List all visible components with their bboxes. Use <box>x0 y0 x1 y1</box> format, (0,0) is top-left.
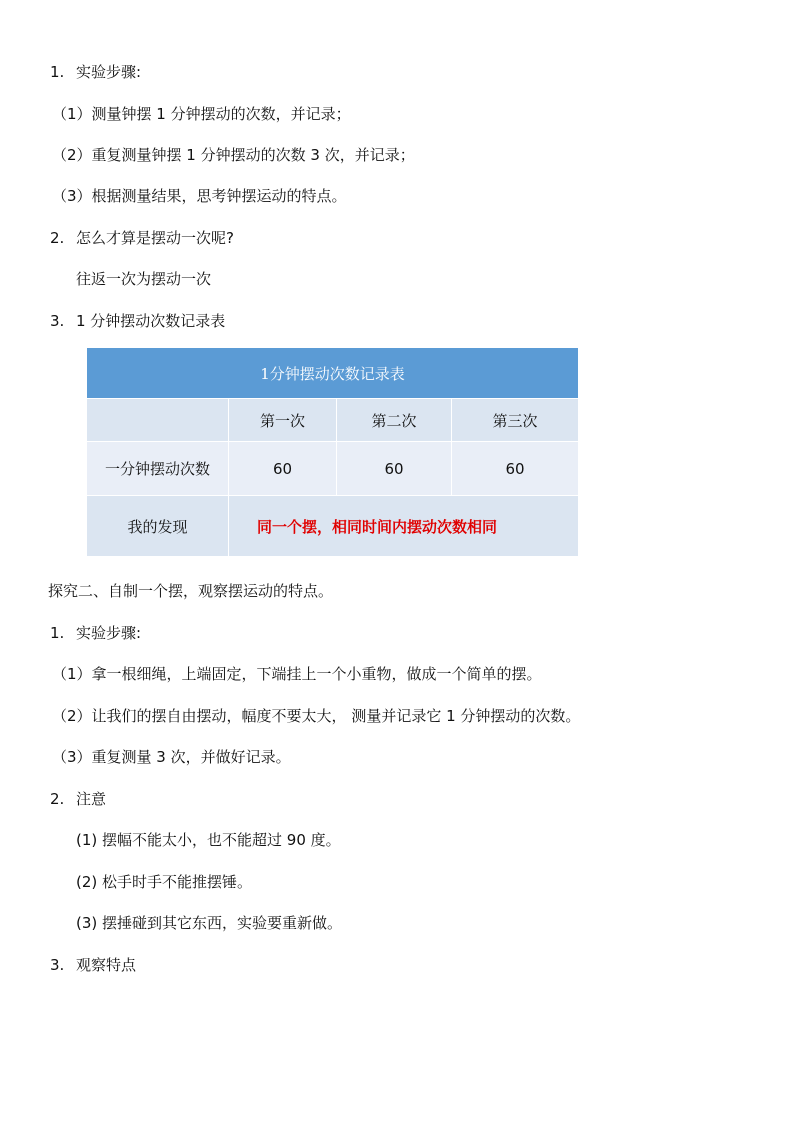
heading-number: 1. <box>50 624 65 642</box>
answer-text: 往返一次为摆动一次 <box>76 270 212 288</box>
step-3b: （3）重复测量 3 次，并做好记录。 <box>52 748 291 766</box>
finding-label: 我的发现 <box>87 496 229 557</box>
finding-text: 同一个摆，相同时间内摆动次数相同 <box>229 496 579 557</box>
note-1: (1) 摆幅不能太小，也不能超过 90 度。 <box>76 831 341 849</box>
table-cell: 60 <box>337 442 452 496</box>
step-1b: （1）拿一根细绳，上端固定，下端挂上一个小重物，做成一个简单的摆。 <box>52 665 542 683</box>
heading-2b <box>50 789 106 809</box>
table-row <box>87 442 579 496</box>
column-header: 第二次 <box>337 399 452 442</box>
table-header-row <box>87 399 579 442</box>
heading-number: 2. <box>50 229 65 247</box>
heading-text: 实验步骤: <box>76 63 142 81</box>
table-corner-cell <box>87 399 229 442</box>
section-title: 探究二、自制一个摆，观察摆运动的特点。 <box>48 582 334 600</box>
heading-text: 怎么才算是摆动一次呢? <box>76 229 234 247</box>
step-1: （1）测量钟摆 1 分钟摆动的次数，并记录； <box>52 105 351 123</box>
heading-text: 观察特点 <box>76 956 137 974</box>
step-2: （2）重复测量钟摆 1 分钟摆动的次数 3 次，并记录； <box>52 146 415 164</box>
heading-3 <box>50 311 225 331</box>
column-header: 第一次 <box>229 399 337 442</box>
note-2: (2) 松手时手不能推摆锤。 <box>76 873 253 891</box>
heading-3b <box>50 955 136 975</box>
heading-2 <box>50 228 234 248</box>
heading-1b <box>50 623 141 643</box>
column-header: 第三次 <box>452 399 579 442</box>
heading-1 <box>50 62 141 82</box>
heading-text: 1 分钟摆动次数记录表 <box>76 312 226 330</box>
heading-number: 3. <box>50 312 65 330</box>
table-cell: 60 <box>452 442 579 496</box>
table-cell: 60 <box>229 442 337 496</box>
row-label: 一分钟摆动次数 <box>87 442 229 496</box>
record-table <box>86 347 579 557</box>
heading-number: 2. <box>50 790 65 808</box>
heading-number: 3. <box>50 956 65 974</box>
step-2b: （2）让我们的摆自由摆动，幅度不要太大， 测量并记录它 1 分钟摆动的次数。 <box>52 707 581 725</box>
heading-text: 注意 <box>76 790 107 808</box>
table-title: 1分钟摆动次数记录表 <box>87 348 579 399</box>
step-3: （3）根据测量结果，思考钟摆运动的特点。 <box>52 187 347 205</box>
heading-number: 1. <box>50 63 65 81</box>
note-3: (3) 摆捶碰到其它东西，实验要重新做。 <box>76 914 343 932</box>
finding-row <box>87 496 579 557</box>
heading-text: 实验步骤: <box>76 624 142 642</box>
